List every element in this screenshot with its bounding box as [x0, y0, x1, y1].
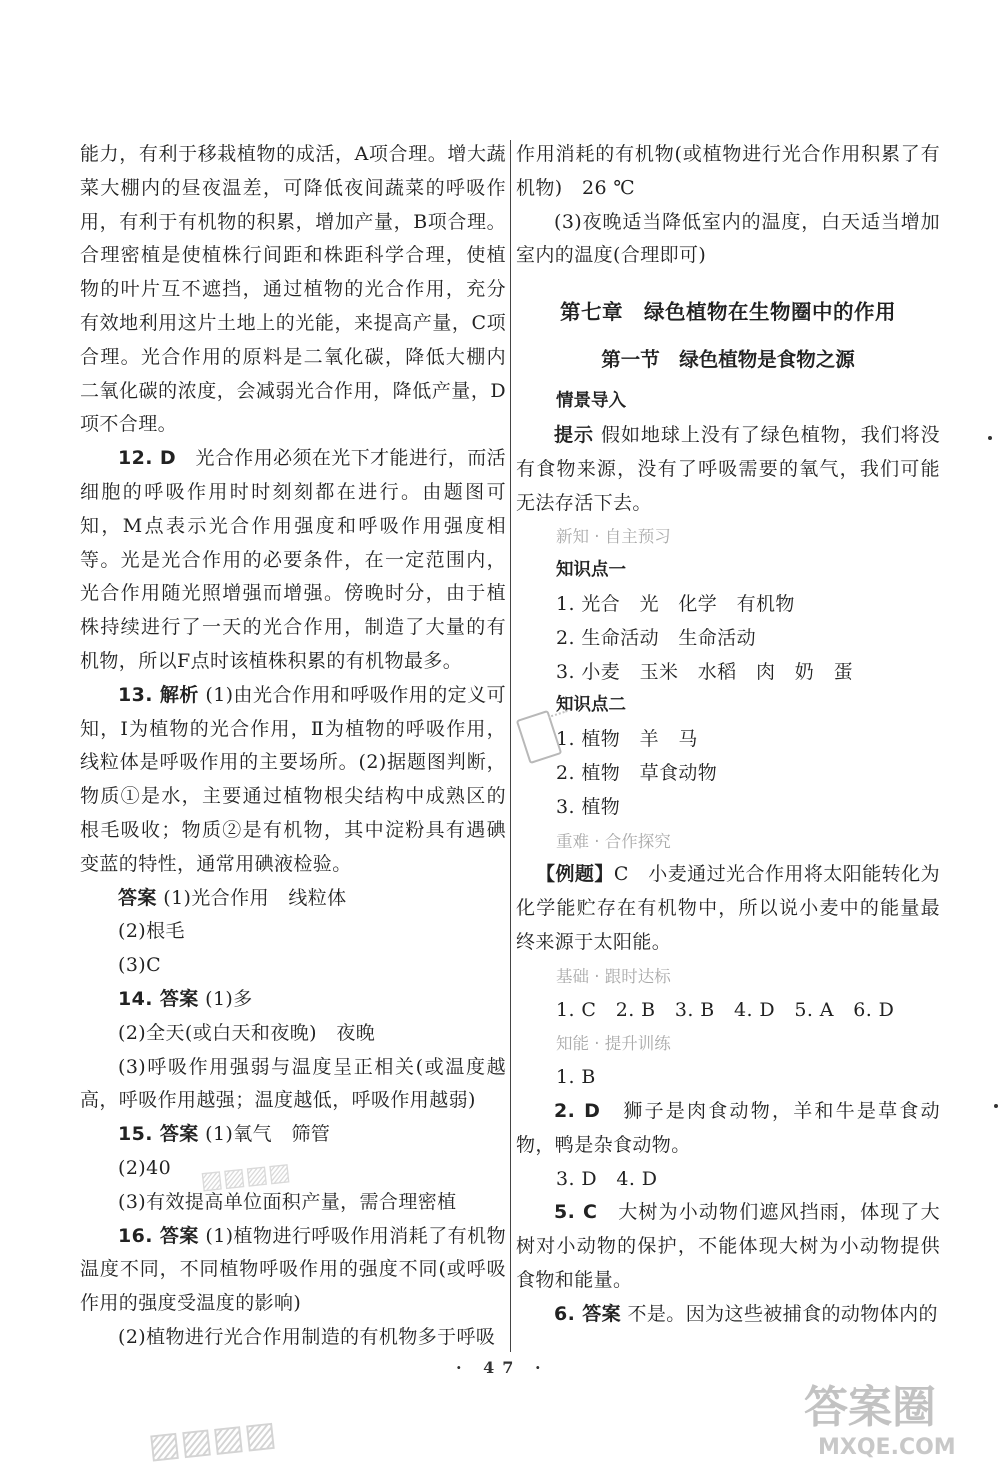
right-column: [516, 138, 940, 1332]
question-14: 14. 答案 (1)多: [118, 987, 253, 1010]
answer-label: 答案: [118, 886, 157, 909]
question-12-number: 12. D: [118, 447, 177, 470]
heading-ability-training: 知能 · 提升训练: [556, 1034, 671, 1054]
question-14-answer-2: (2)全天(或白天和夜晚) 夜晚: [118, 1021, 376, 1044]
column-divider: [510, 140, 511, 1352]
basic-answers: 1. C 2. B 3. B 4. D 5. A 6. D: [556, 998, 895, 1021]
chapter-title: 第七章 绿色植物在生物圈中的作用: [560, 300, 896, 325]
heading-knowledge-point-2: 知识点二: [556, 695, 626, 716]
faint-watermark: ▨▨▨▨: [198, 1157, 292, 1195]
site-logo: [796, 1370, 976, 1462]
page-number: · 47 ·: [456, 1358, 549, 1377]
heading-scene: 情景导入: [556, 391, 626, 412]
list-item: 3. 植物: [556, 795, 621, 818]
question-13-answer-2: (2)根毛: [118, 920, 185, 943]
question-15-answer-3: (3)有效提高单位面积产量，需合理密植: [118, 1190, 457, 1213]
tip-label: 提示: [554, 423, 594, 446]
list-item: 3. D 4. D: [556, 1167, 658, 1190]
question-16-number: 16. 答案: [118, 1224, 199, 1247]
heading-key-points: 重难 · 合作探究: [556, 831, 671, 851]
question-15-number: 15. 答案: [118, 1123, 199, 1146]
paragraph-continued: 能力，有利于移栽植物的成活，A项合理。增大蔬菜大棚内的昼夜温差，可降低夜间蔬菜的呼吸作用，有利于有机物的积累，增加产量，B项合理。合理密植是使植株行间距和株距科学合理，使植物的叶片互不遮挡，通过植物的光合作用，充分有效地利用这片土地上的光能，来提高产量，C项合理。光合作用的原料是二氧化碳，降低大棚内二氧化碳的浓度，会减弱光合作用，降低产量，D项不合理。: [80, 143, 506, 436]
answer-5: 5. C 大树为小动物们遮风挡雨，体现了大树对小动物的保护，不能体现大树为小动物提供食物和能量。: [516, 1201, 940, 1291]
logo-top-text: 答案圈: [804, 1382, 936, 1433]
list-item: 2. 生命活动 生命活动: [556, 626, 756, 649]
example-label: 【例题】: [536, 863, 614, 886]
faint-watermark: ▨▨▨▨: [146, 1413, 279, 1467]
question-13-answer-1: 答案 (1)光合作用 线粒体: [118, 886, 347, 909]
logo-bottom-text: MXQE.COM: [818, 1435, 956, 1460]
paragraph-continued: 作用消耗的有机物(或植物进行光合作用积累了有机物) 26 ℃: [516, 143, 940, 199]
question-12: [80, 442, 506, 679]
list-item: 3. 小麦 玉米 水稻 肉 奶 蛋: [556, 660, 853, 683]
section-title: 第一节 绿色植物是食物之源: [601, 348, 855, 372]
question-15-answer-2: (2)40: [118, 1156, 172, 1179]
edge-mark: [988, 436, 992, 440]
example-paragraph: 【例题】C 小麦通过光合作用将太阳能转化为化学能贮存在有机物中，所以说小麦中的能量最终来源于太阳能。: [516, 863, 940, 953]
answer-2: 2. D 狮子是肉食动物，羊和牛是草食动物，鸭是杂食动物。: [516, 1099, 940, 1156]
list-item: 1. B: [556, 1066, 596, 1089]
heading-basic-practice: 基础 · 跟时达标: [556, 966, 671, 986]
list-item: 2. 植物 草食动物: [556, 761, 718, 784]
question-13: [80, 679, 506, 882]
question-16-answer-2: (2)植物进行光合作用制造的有机物多于呼吸: [118, 1325, 496, 1348]
question-14-number: 14. 答案: [118, 987, 199, 1010]
question-15: 15. 答案 (1)氧气 筛管: [118, 1123, 331, 1146]
edge-mark: [994, 1104, 998, 1108]
heading-new-knowledge: 新知 · 自主预习: [556, 527, 671, 547]
question-13-answer-3: (3)C: [118, 954, 162, 977]
question-12-text: 光合作用必须在光下才能进行，而活细胞的呼吸作用时时刻刻都在进行。由题图可知，M点表示光合作用强度和呼吸作用强度相等。光是光合作用的必要条件，在一定范围内，光合作用随光照增强而增强。傍晚时分，由于植株持续进行了一天的光合作用，制造了大量的有机物，所以F点时该植株积累的有机物最多。: [80, 447, 506, 672]
paragraph-answer-3: (3)夜晚适当降低室内的温度，白天适当增加室内的温度(合理即可): [516, 210, 940, 267]
question-16: 16. 答案 (1)植物进行呼吸作用消耗了有机物 温度不同，不同植物呼吸作用的强度不同(或呼吸作用的强度受温度的影响): [80, 1224, 526, 1315]
question-13-text: (1)由光合作用和呼吸作用的定义可知，Ⅰ为植物的光合作用，Ⅱ为植物的呼吸作用，线粒体是呼吸作用的主要场所。(2)据题图判断，物质①是水，主要通过植物根尖结构中成熟区的根毛吸收；物质②是有机物，其中淀粉具有遇碘变蓝的特性，通常用碘液检验。: [80, 683, 506, 875]
question-14-answer-3: (3)呼吸作用强弱与温度呈正相关(或温度越高，呼吸作用越强；温度越低，呼吸作用越弱): [80, 1055, 506, 1112]
question-13-number: 13. 解析: [118, 683, 199, 706]
left-column: [80, 138, 526, 1355]
answer-6: 6. 答案 不是。因为这些被捕食的动物体内的: [554, 1302, 938, 1325]
list-item: 1. 光合 光 化学 有机物: [556, 592, 795, 615]
tip-paragraph: 提示 假如地球上没有了绿色植物，我们将没有食物来源，没有了呼吸需要的氧气，我们可能无法存活下去。: [516, 423, 940, 514]
list-item: 1. 植物 羊 马: [556, 728, 698, 751]
heading-knowledge-point-1: 知识点一: [556, 560, 626, 581]
